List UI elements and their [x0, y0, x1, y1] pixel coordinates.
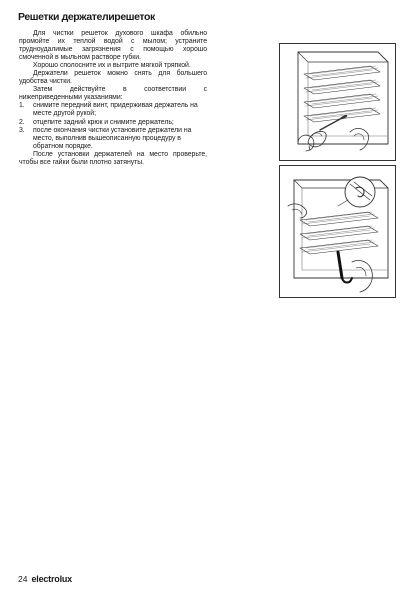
brand-name: electrolux	[31, 574, 72, 584]
step-item	[19, 127, 207, 151]
oven-shelf-support-hook-illustration	[280, 166, 395, 297]
step-number: 3.	[19, 126, 25, 134]
paragraph-proceed: Затем действуйте в соответствии с нижеприведенными указаниями:	[19, 86, 207, 102]
step-item	[19, 119, 207, 127]
instructions-text	[19, 30, 207, 167]
steps-list	[19, 102, 207, 150]
paragraph-rinse: Хорошо сполосните их и вытрите мягкой тряпкой.	[33, 62, 191, 70]
page-number: 24	[18, 574, 28, 584]
oven-shelf-support-removal-illustration	[280, 44, 395, 160]
step-text: после окончания чистки установите держатели на место, выполнив вышеописанную процедуру в обратном порядке.	[33, 126, 192, 150]
paragraph-removable: Держатели решеток можно снять для большего удобства чистки.	[19, 70, 207, 86]
step-text: отцепите задний крюк и снимите держатель;	[33, 118, 174, 126]
step-number: 2.	[19, 118, 25, 126]
step-number: 1.	[19, 102, 25, 110]
page-title: Решетки держателирешеток	[18, 11, 155, 23]
step-text: снимите передний винт, придерживая держатель на месте другой рукой;	[33, 102, 198, 118]
step-item	[19, 102, 207, 118]
paragraph-check-nuts: После установки держателей на место проверьте, чтобы все гайки были плотно затянуты.	[19, 150, 207, 166]
paragraph-washing: Для чистки решеток духового шкафа обильно промойте их теплой водой с мылом; устраните трудноудалимые загрязнения с помощью хорошо смоченной в мыльном растворе губки.	[19, 30, 207, 62]
figure-unhook-support	[279, 165, 396, 298]
figure-remove-screw	[279, 43, 396, 161]
page-footer	[18, 574, 72, 584]
